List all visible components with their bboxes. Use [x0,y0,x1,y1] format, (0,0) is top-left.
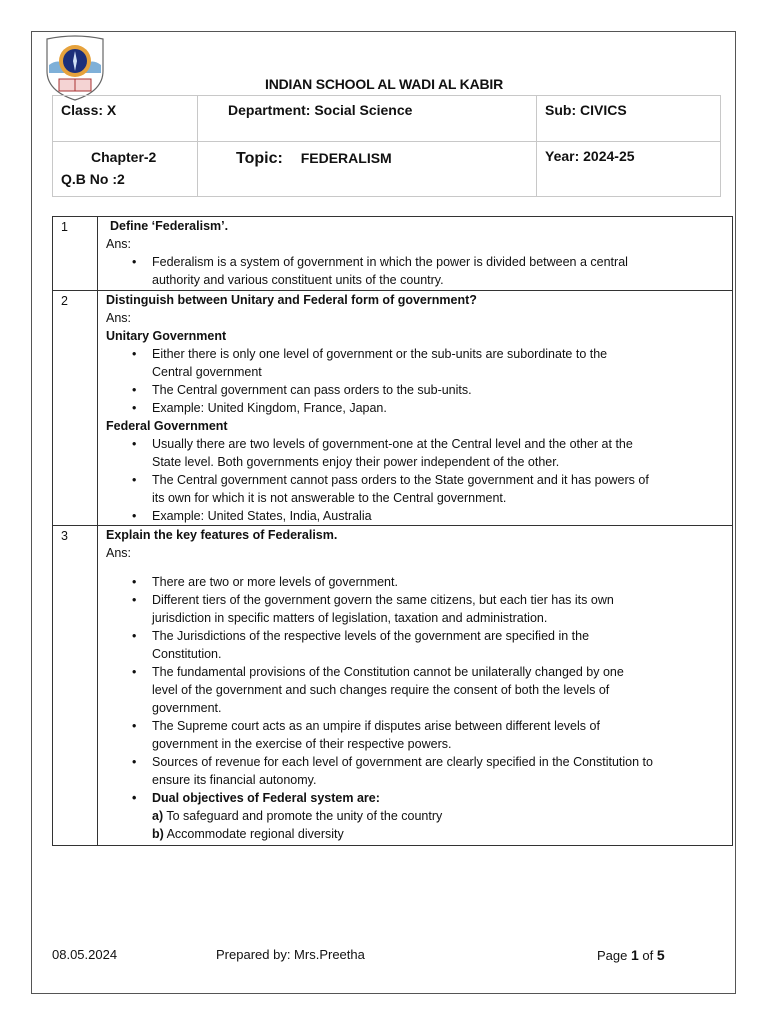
department-cell: Department: Social Science [198,96,537,142]
answer-point: • The fundamental provisions of the Constitution cannot be unilaterally changed by one level of the government and such changes require the consent of both the levels of government. [106,663,732,717]
objective-b-text: Accommodate regional diversity [163,827,344,841]
answer-point: • Federalism is a system of government in which the power is divided between a central authority and various constituent units of the country. [106,253,732,289]
answer-point: • Example: United States, India, Australia [106,507,732,525]
page-current: 1 [630,947,639,963]
page-of: of [638,948,657,963]
objective-b-label: b) [152,827,164,841]
chapter-label: Chapter-2 [91,149,157,165]
school-name: INDIAN SCHOOL AL WADI AL KABIR [265,76,503,92]
answer-point: • Example: United Kingdom, France, Japan. [106,399,732,417]
answer-point: • There are two or more levels of government. [106,573,732,591]
answer-point: • Sources of revenue for each level of government are clearly specified in the Constitution to ensure its financial autonomy. [106,753,732,789]
unitary-heading: Unitary Government [106,329,227,343]
subject-cell: Sub: CIVICS [537,96,721,142]
ans-label: Ans: [106,237,132,251]
topic-value: FEDERALISM [300,150,392,166]
answer-point: • The Central government cannot pass orders to the State government and it has powers of its own for which it is not answerable to the Central government. [106,471,732,507]
topic-label: Topic: [236,150,283,167]
question-number: 1 [53,217,98,291]
objective-a-text: To safeguard and promote the unity of the country [163,809,443,823]
answer-point: • Different tiers of the government govern the same citizens, but each tier has its own jurisdiction in specific matters of legislation, taxation and administration. [106,591,732,627]
ans-label: Ans: [106,311,132,325]
federal-heading: Federal Government [106,419,228,433]
question-bank-table [52,216,733,846]
answer-point: • The Central government can pass orders to the sub-units. [106,381,732,399]
header-info-table [52,95,721,197]
ans-label: Ans: [106,546,132,560]
question-text: Distinguish between Unitary and Federal form of government? [106,293,477,307]
objective-a-label: a) [152,809,164,823]
answer-point: • The Supreme court acts as an umpire if disputes arise between different levels of government in the exercise of their respective powers. [106,717,732,753]
footer-date: 08.05.2024 [52,947,118,962]
page-prefix: Page [597,948,631,963]
question-row [53,291,733,526]
dual-objectives-heading: • Dual objectives of Federal system are: [106,789,732,807]
answer-point: • Either there is only one level of government or the sub-units are subordinate to the Central government [106,345,732,381]
qb-number: Q.B No :2 [61,171,125,187]
objective-a [106,807,732,825]
question-text: Define ‘Federalism’. [110,219,229,233]
question-text: Explain the key features of Federalism. [106,528,338,542]
answer-point: • Usually there are two levels of government-one at the Central level and the other at the State level. Both governments enjoy their power independent of the other. [106,435,732,471]
answer-point: • The Jurisdictions of the respective levels of the government are specified in the Constitution. [106,627,732,663]
page-total: 5 [656,947,665,963]
class-cell: Class: X [53,96,198,142]
footer-page-number [597,947,665,963]
year-cell: Year: 2024-25 [537,142,721,197]
question-row [53,217,733,291]
question-number: 3 [53,526,98,846]
objective-b [106,825,732,843]
footer-prepared-by: Prepared by: Mrs.Preetha [216,947,365,962]
question-row [53,526,733,846]
question-number: 2 [53,291,98,526]
